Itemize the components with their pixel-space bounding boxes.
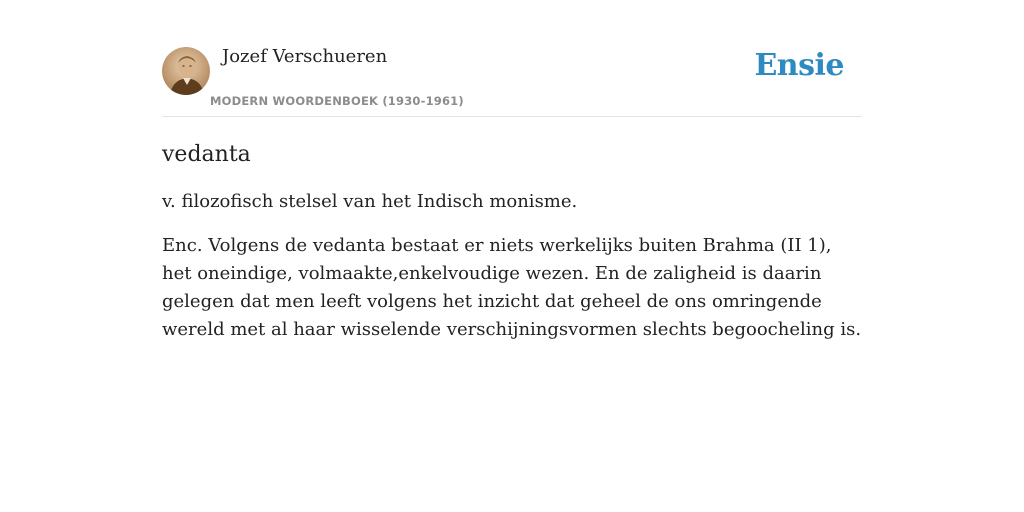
author-name[interactable]: Jozef Verschueren xyxy=(222,46,388,67)
entry-term: vedanta xyxy=(162,142,251,167)
author-portrait-icon xyxy=(162,47,210,95)
entry-definition: v. filozofisch stelsel van het Indisch monisme. xyxy=(162,191,578,212)
entry-encyclopedia-text: Enc. Volgens de vedanta bestaat er niets werkelijks buiten Brahma (II 1), het oneindige, volmaakte,enkelvoudige wezen. En de zaligheid is daarin gelegen dat men leeft volgens het inzicht dat geheel de ons omringende wereld met al haar wisselende verschijningsvormen slechts begoocheling is. xyxy=(162,235,862,340)
entry-content xyxy=(162,136,862,344)
author-avatar[interactable] xyxy=(162,47,210,95)
brand-logo[interactable]: Ensie xyxy=(754,48,844,83)
entry-header xyxy=(162,44,862,117)
source-label: MODERN WOORDENBOEK (1930-1961) xyxy=(210,94,464,108)
